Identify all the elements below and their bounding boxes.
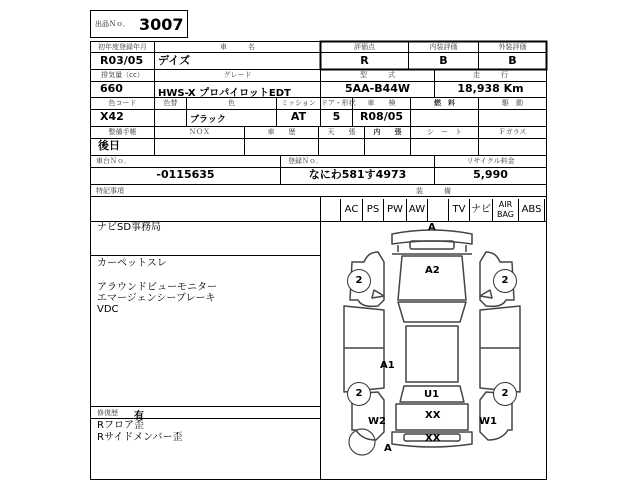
repair-value: 有 — [134, 411, 144, 422]
inspection-value: R08/05 — [359, 110, 404, 123]
tire-rear-left: 2 — [347, 382, 371, 406]
fuel-label: 燃 料 — [434, 99, 455, 107]
mileage-value: 18,938 Km — [457, 82, 524, 95]
damage-front: A — [428, 222, 436, 233]
damage-rear-mark-1: XX — [425, 410, 441, 421]
exterior-label: 外装評価 — [498, 43, 527, 51]
history-label: 車 歴 — [267, 128, 296, 136]
color-change-label: 色替 — [163, 99, 178, 107]
car-name-value: デイズ — [158, 54, 191, 67]
notes-lower-line-1: Rフロア歪 — [97, 420, 144, 431]
equipment-aw: AW — [407, 199, 428, 221]
tire-front-right: 2 — [493, 269, 517, 293]
damage-rear-bumper: A — [384, 443, 392, 454]
doors-label: ドア・形状 — [321, 99, 356, 107]
seat-label: シ ー ト — [427, 128, 462, 136]
rating-value: R — [360, 54, 369, 67]
first-reg-value: R03/05 — [100, 54, 144, 67]
lot-label: 出品Ｎｏ． — [95, 20, 130, 28]
notes-lower-line-2: Rサイドメンバー歪 — [97, 432, 183, 443]
color-value: ブラック — [190, 115, 226, 125]
model-label: 型 式 — [360, 71, 395, 79]
manual-value: 後日 — [98, 139, 120, 152]
color-label: 色 — [228, 99, 235, 107]
chassis-label: 車台Ｎｏ． — [96, 157, 131, 165]
doors-value: 5 — [332, 110, 341, 123]
equipment-airbag: AIR BAG — [493, 199, 519, 221]
tire-front-left: 2 — [347, 269, 371, 293]
interior-trim-label: 内 張 — [373, 128, 402, 136]
exterior-value: B — [508, 54, 517, 67]
tire-rear-right: 2 — [493, 382, 517, 406]
chassis-value: -0115635 — [156, 168, 215, 181]
equipment-navi: ナビ — [470, 199, 493, 221]
notes-label: 特記事項 — [96, 187, 124, 195]
color-code-label: 色コード — [108, 99, 137, 107]
equipment-tv: TV — [449, 199, 470, 221]
notes-middle-line-4: エマージェンシーブレーキ — [97, 293, 216, 304]
equipment-ac: AC — [341, 199, 363, 221]
transmission-label: ミッション — [281, 99, 316, 107]
inspection-label: 車 検 — [367, 99, 396, 107]
damage-rear-right: W1 — [479, 416, 497, 427]
damage-rear-left: W2 — [368, 416, 386, 427]
displacement-label: 排気量（cc） — [101, 71, 144, 79]
equipment-label: 装 備 — [416, 187, 451, 195]
drive-label: 駆 動 — [502, 99, 523, 107]
rating-label: 評価点 — [354, 43, 375, 51]
interior-value: B — [439, 54, 448, 67]
damage-rear-mark-2: XX — [425, 433, 441, 444]
nox-label: ＮＯＸ — [189, 128, 210, 136]
repair-label: 修復歴 — [97, 409, 118, 417]
first-reg-label: 初年度登録年月 — [98, 43, 147, 51]
color-code-value: X42 — [100, 110, 124, 123]
recycle-value: 5,990 — [473, 168, 508, 181]
notes-upper-line: ナビSD事務局 — [97, 222, 162, 233]
transmission-value: AT — [290, 110, 307, 123]
grade-value: HWS-X プロパイロットEDT — [158, 88, 291, 99]
plate-value: なにわ581す4973 — [308, 168, 407, 181]
glass-label: Ｆガラス — [498, 128, 527, 136]
displacement-value: 660 — [100, 82, 123, 95]
lot-number: 3007 — [139, 15, 184, 34]
notes-middle-line-3: アラウンドビューモニター — [97, 282, 217, 293]
manual-label: 整備手帳 — [108, 128, 137, 136]
recycle-label: リサイクル料金 — [466, 157, 515, 165]
equipment-pw: PW — [384, 199, 407, 221]
grade-label: グレード — [223, 71, 252, 79]
car-name-label: 車 名 — [220, 43, 255, 51]
plate-label: 登録Ｎｏ． — [288, 157, 323, 165]
damage-left-side: A1 — [380, 360, 395, 371]
notes-middle-line-1: カーペットスレ — [97, 258, 167, 269]
notes-middle-line-5: VDC — [97, 304, 119, 315]
roof-label: 天 張 — [327, 128, 356, 136]
damage-rear-door: U1 — [424, 389, 440, 400]
mileage-label: 走 行 — [473, 71, 508, 79]
damage-hood: A2 — [425, 265, 440, 276]
model-value: 5AA-B44W — [344, 82, 411, 95]
equipment-ps: PS — [363, 199, 384, 221]
equipment-abs: ABS — [519, 199, 545, 221]
interior-label: 内装評価 — [429, 43, 458, 51]
